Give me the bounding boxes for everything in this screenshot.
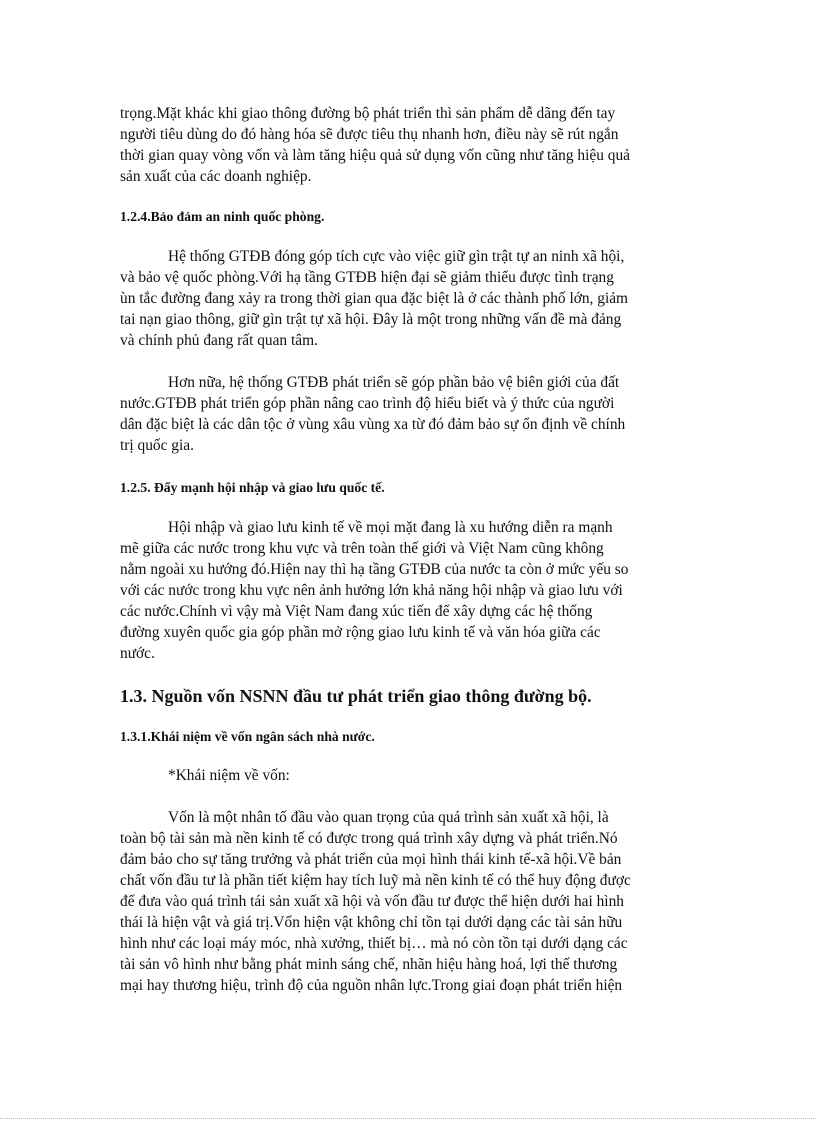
text-line: tai nạn giao thông, giữ gìn trật tự xã hội. Đây là một trong những vấn đề mà đảng [120,311,622,328]
text-line: toàn bộ tài sản mà nền kinh tế có được trong quá trình xây dựng và phát triển.Nó [120,830,618,847]
heading-1-2-4: 1.2.4.Bảo đảm an ninh quốc phòng. [120,209,325,224]
text-line: đường xuyên quốc gia góp phần mở rộng giao lưu kinh tế và văn hóa giữa các [120,624,601,641]
text-line: nước.GTĐB phát triển góp phần nâng cao trình độ hiểu biết và ý thức của người [120,395,615,412]
text-line: Hệ thống GTĐB đóng góp tích cực vào việc giữ gìn trật tự an ninh xã hội, [168,248,625,265]
text-line: chất vốn đầu tư là phần tiết kiệm hay tích luỹ mà nền kinh tế có thể huy động được [120,872,631,889]
text-line: nước. [120,645,155,662]
text-line: và chính phủ đang rất quan tâm. [120,332,318,349]
paragraph-border [120,372,696,456]
text-line: để đưa vào quá trình tái sản xuất xã hội và vốn đầu tư được thể hiện dưới hai hình [120,893,624,910]
text-line: các nước.Chính vì vậy mà Việt Nam đang xúc tiến để xây dựng các hệ thống [120,603,593,620]
concept-label: *Khái niệm về vốn: [168,767,290,784]
text-line: dân đặc biệt là các dân tộc ở vùng xâu vùng xa từ đó đảm bảo sự ổn định về chính [120,416,626,433]
text-line: mại hay thương hiệu, trình độ của nguồn nhân lực.Trong giai đoạn phát triển hiện [120,977,623,994]
text-line: Vốn là một nhân tố đầu vào quan trọng của quá trình sản xuất xã hội, là [168,809,609,826]
text-line: trọng.Mặt khác khi giao thông đường bộ phát triển thì sản phẩm dễ dãng đến tay [120,105,616,122]
paragraph-intro [120,103,696,187]
text-line: hình như các loại máy móc, nhà xưởng, thiết bị… mà nó còn tồn tại dưới dạng các [120,935,628,952]
text-line: đảm bảo cho sự tăng trưởng và phát triển của mọi hình thái kinh tế-xã hội.Về bản [120,851,622,868]
text-line: Hội nhập và giao lưu kinh tế về mọi mặt đang là xu hướng diễn ra mạnh [168,519,613,536]
text-line: Hơn nữa, hệ thống GTĐB phát triển sẽ góp phần bảo vệ biên giới của đất [168,374,620,391]
text-line: thái là hiện vật và giá trị.Vốn hiện vật không chỉ tồn tại dưới dạng các tài sản hữu [120,914,623,931]
document-page [120,103,696,994]
text-line: người tiêu dùng do đó hàng hóa sẽ được tiêu thụ nhanh hơn, điều này sẽ rút ngắn [120,126,619,143]
paragraph-capital [120,807,696,996]
concept-label-block [120,765,696,786]
paragraph-integration [120,517,696,664]
text-line: trị quốc gia. [120,437,194,454]
text-line: và bảo vệ quốc phòng.Với hạ tầng GTĐB hiện đại sẽ giảm thiểu được tình trạng [120,269,614,286]
text-line: ùn tắc đường đang xảy ra trong thời gian qua đặc biệt là ở các thành phố lớn, giảm [120,290,629,307]
heading-1-3: 1.3. Nguồn vốn NSNN đầu tư phát triển giao thông đường bộ. [120,686,592,706]
paragraph-security [120,246,696,351]
text-line: nằm ngoài xu hướng đó.Hiện nay thì hạ tầng GTĐB của nước ta còn ở mức yếu so [120,561,629,578]
text-line: sản xuất của các doanh nghiệp. [120,168,312,185]
text-line: tài sản vô hình như bằng phát minh sáng chế, nhãn hiệu hàng hoá, lợi thế thương [120,956,618,973]
text-line: mẽ giữa các nước trong khu vực và trên toàn thế giới và Việt Nam cũng không [120,540,604,557]
heading-1-3-1: 1.3.1.Khái niệm về vốn ngân sách nhà nước. [120,729,375,744]
heading-1-2-5: 1.2.5. Đẩy mạnh hội nhập và giao lưu quốc tế. [120,480,385,495]
page-bottom-border [0,1118,816,1119]
text-line: thời gian quay vòng vốn và làm tăng hiệu quả sử dụng vốn cũng như tăng hiệu quả [120,147,630,164]
text-line: với các nước trong khu vực nên ảnh hưởng lớn khả năng hội nhập và giao lưu với [120,582,623,599]
